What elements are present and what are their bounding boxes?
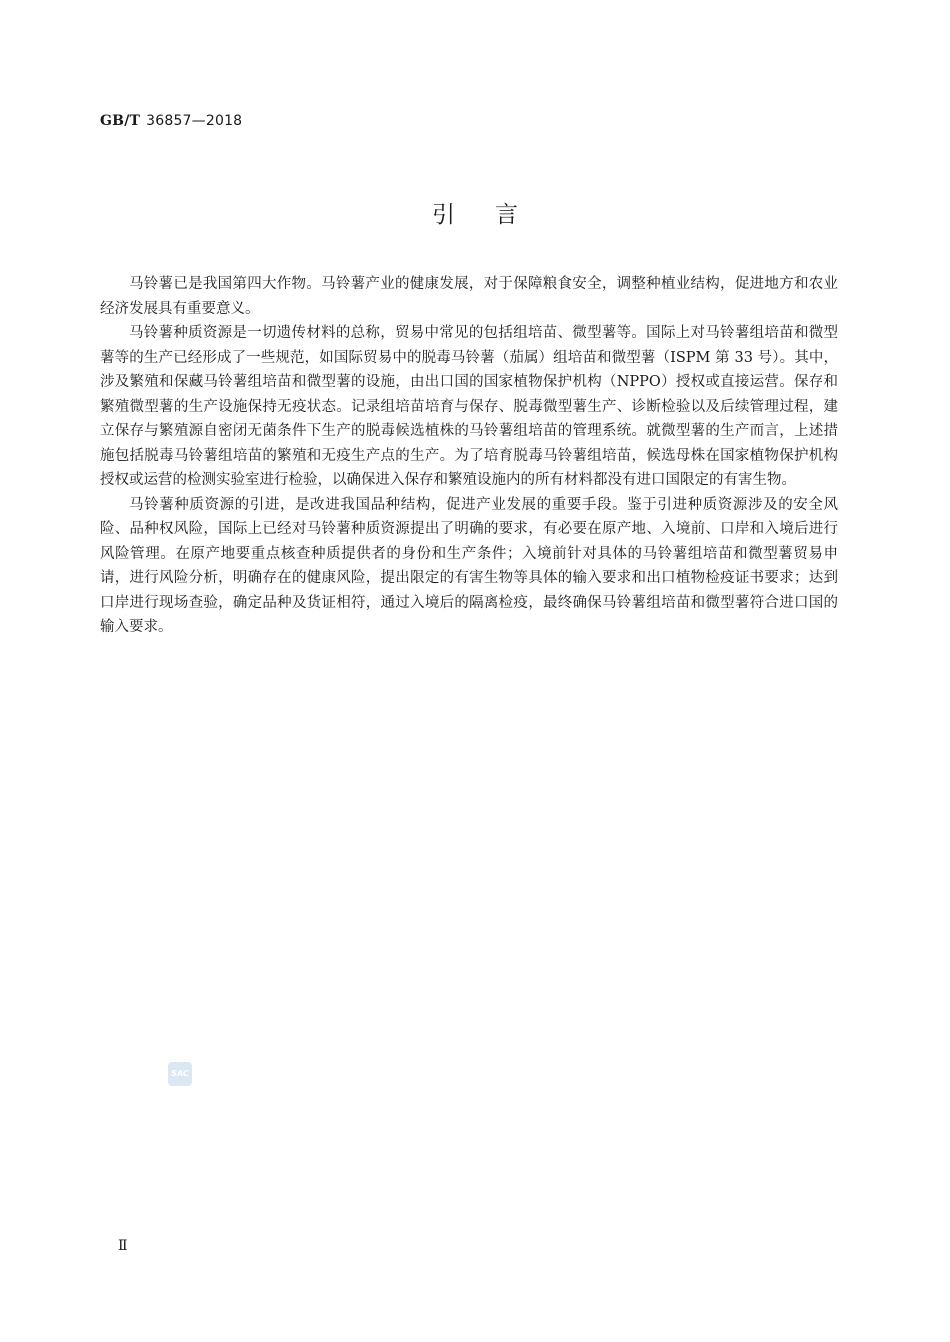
paragraph-2: 马铃薯种质资源是一切遗传材料的总称，贸易中常见的包括组培苗、微型薯等。国际上对马铃薯组培苗和微型薯等的生产已经形成了一些规范，如国际贸易中的脱毒马铃薯（茄属）组培苗和微型薯（ISPM 第 33 号）。其中，涉及繁殖和保藏马铃薯组培苗和微型薯的设施，由出口国的国家植物保护机构（NPPO）授权或直接运营。保存和繁殖微型薯的生产设施保持无疫状态。记录组培苗培育与保存、脱毒微型薯生产、诊断检验以及后续管理过程，建立保存与繁殖源自密闭无菌条件下生产的脱毒候选植株的马铃薯组培苗的管理系统。就微型薯的生产而言，上述措施包括脱毒马铃薯组培苗的繁殖和无疫生产点的生产。为了培育脱毒马铃薯组培苗，候选母株在国家植物保护机构授权或运营的检测实验室进行检验，以确保进入保存和繁殖设施内的所有材料都没有进口国限定的有害生物。 [100, 325, 838, 488]
page-number: Ⅱ [118, 1238, 128, 1254]
paragraph-3: 马铃薯种质资源的引进，是改进我国品种结构，促进产业发展的重要手段。鉴于引进种质资源涉及的安全风险、品种权风险，国际上已经对马铃薯种质资源提出了明确的要求，有必要在原产地、入境前、口岸和入境后进行风险管理。在原产地要重点核查种质提供者的身份和生产条件；入境前针对具体的马铃薯组培苗和微型薯贸易申请，进行风险分析，明确存在的健康风险，提出限定的有害生物等具体的输入要求和出口植物检疫证书要求；达到口岸进行现场查验，确定品种及货证相符，通过入境后的隔离检疫，最终确保马铃薯组培苗和微型薯符合进口国的输入要求。 [100, 496, 838, 635]
standard-number: 36857—2018 [146, 113, 243, 129]
paragraph-1: 马铃薯已是我国第四大作物。马铃薯产业的健康发展，对于保障粮食安全，调整种植业结构，促进地方和农业经济发展具有重要意义。 [100, 276, 838, 317]
page-title: 引言 [432, 202, 558, 228]
standard-code [100, 113, 242, 129]
sac-watermark-logo: SAC [168, 1062, 192, 1086]
standard-prefix: GB/T [100, 113, 141, 129]
body-text [100, 272, 838, 640]
